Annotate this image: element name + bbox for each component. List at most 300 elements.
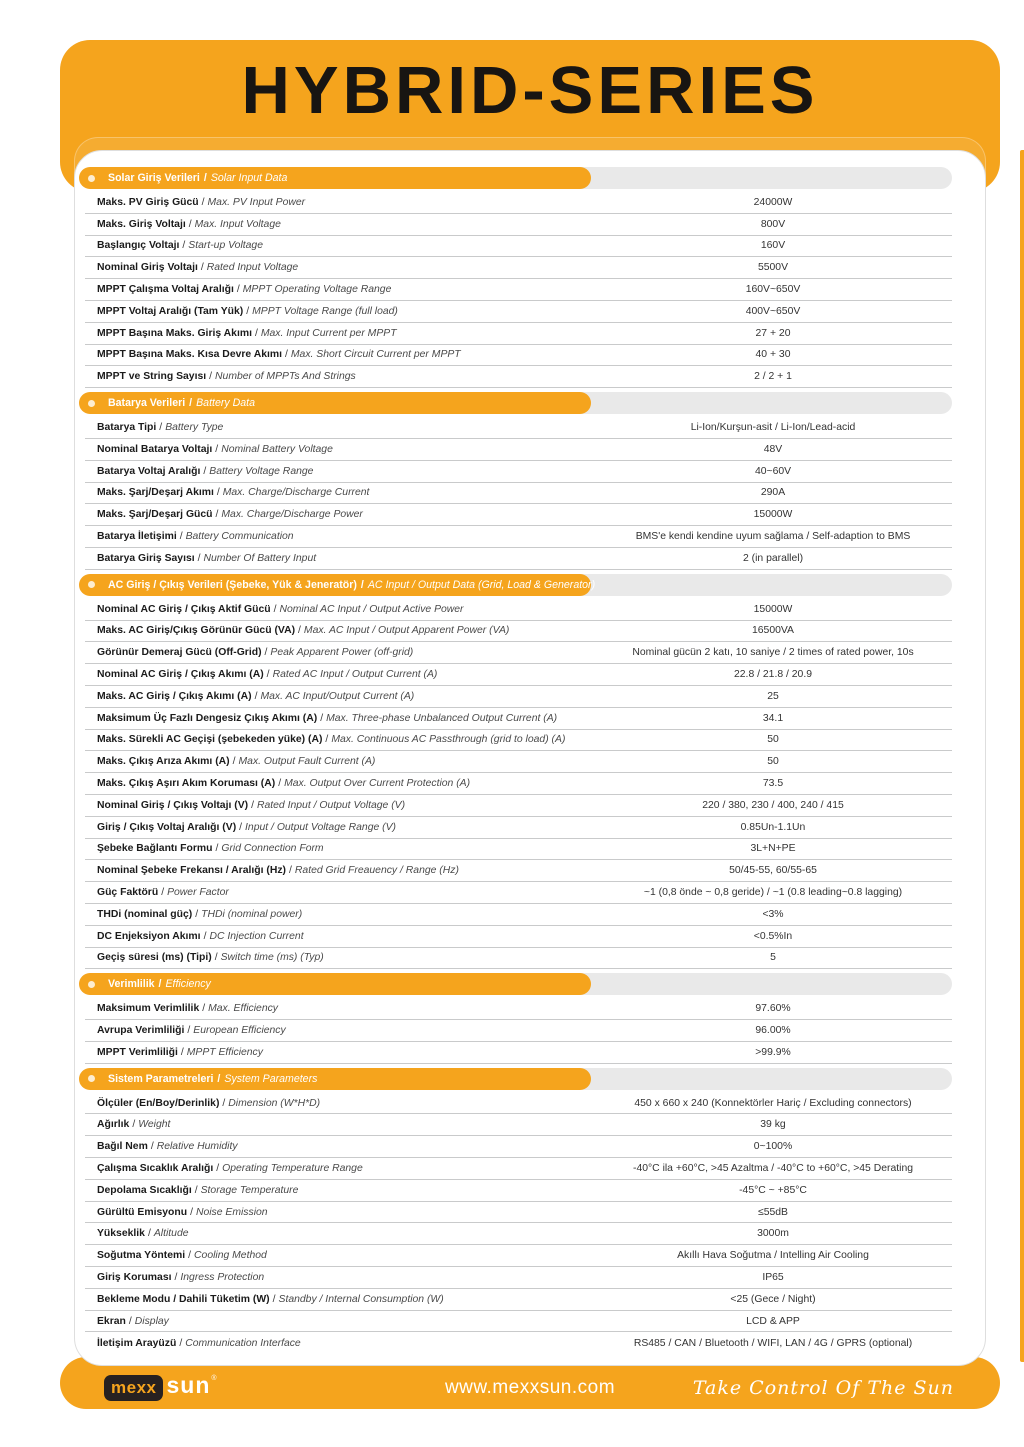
label-separator: /: [197, 552, 201, 564]
spec-section: [75, 167, 985, 388]
label-separator: /: [320, 712, 324, 724]
spec-label: [85, 1119, 594, 1130]
spec-label: [85, 262, 594, 273]
mexxsun-logo: [104, 1371, 217, 1401]
spec-label-tr: Nominal Batarya Voltajı: [97, 443, 213, 455]
section-rows: [75, 1093, 985, 1355]
spec-label: [85, 284, 594, 295]
section-header: [75, 973, 985, 995]
spec-row: [85, 882, 952, 904]
spec-label-en: Noise Emission: [195, 1206, 268, 1218]
label-separator: /: [264, 647, 268, 659]
spec-label: [85, 240, 594, 251]
registered-mark: ®: [211, 1374, 217, 1382]
spec-label: [85, 1025, 594, 1036]
spec-label-en: Max. Three-phase Unbalanced Output Current (A): [326, 712, 558, 724]
spec-label-en: Number Of Battery Input: [203, 552, 317, 564]
label-separator: /: [246, 305, 250, 317]
spec-row: [85, 1114, 952, 1136]
label-separator: /: [266, 669, 270, 681]
spec-label-en: Rated Input / Output Voltage (V): [256, 799, 406, 811]
spec-row: [85, 1158, 952, 1180]
spec-label: [85, 1047, 594, 1058]
spec-label-tr: Soğutma Yöntemi: [97, 1250, 186, 1262]
section-title-pill: [79, 167, 591, 189]
spec-row: [85, 366, 952, 388]
spec-label-en: Storage Temperature: [200, 1184, 299, 1196]
spec-label-tr: Bağıl Nem: [97, 1141, 148, 1153]
spec-value: ~1 (0,8 önde ~ 0,8 geride) / ~1 (0.8 leading~0.8 lagging): [643, 887, 903, 898]
bullet-icon: [88, 175, 95, 182]
spec-value: 400V~650V: [745, 305, 801, 317]
spec-value: ≤55dB: [758, 1206, 788, 1218]
label-separator: /: [272, 1293, 276, 1305]
section-title-pill: [79, 1068, 591, 1090]
spec-label-tr: DC Enjeksiyon Akımı: [97, 930, 201, 942]
spec-label-tr: MPPT ve String Sayısı: [97, 371, 207, 383]
spec-label: [85, 1338, 594, 1349]
spec-value: -40°C ila +60°C, >45 Azaltma / -40°C to +60°C, >45 Derating: [633, 1162, 913, 1174]
spec-value: <0.5%In: [753, 930, 793, 942]
spec-label-en: Cooling Method: [194, 1250, 267, 1262]
spec-label: [85, 328, 594, 339]
label-separator: /: [201, 196, 205, 208]
spec-value: 27 + 20: [755, 327, 791, 339]
spec-label-en: Max. AC Input/Output Current (A): [260, 690, 415, 702]
spec-label-tr: Geçiş süresi (ms) (Tipi): [97, 952, 212, 964]
section-title-en: Solar Input Data: [210, 172, 288, 184]
spec-label-en: Max. Output Over Current Protection (A): [284, 778, 471, 790]
label-separator: /: [203, 465, 207, 477]
label-separator: /: [182, 240, 186, 252]
spec-label: [85, 444, 594, 455]
spec-label-en: Nominal Battery Voltage: [221, 443, 333, 455]
label-separator: /: [285, 349, 288, 361]
spec-label-en: Number of MPPTs And Strings: [215, 371, 356, 383]
spec-value: 73.5: [762, 778, 784, 790]
spec-label: [85, 1272, 594, 1283]
spec-row: [85, 621, 952, 643]
spec-value: 15000W: [753, 509, 793, 521]
spec-label-tr: Başlangıç Voltajı: [97, 240, 180, 252]
spec-label-tr: Nominal Giriş / Çıkış Voltajı (V): [97, 799, 249, 811]
bullet-icon: [88, 400, 95, 407]
spec-label-tr: MPPT Voltaj Aralığı (Tam Yük): [97, 305, 244, 317]
spec-value: 96.00%: [755, 1024, 791, 1036]
spec-value: 34.1: [762, 712, 784, 724]
spec-label: [85, 1228, 594, 1239]
section-title-tr: Batarya Verileri: [108, 397, 186, 410]
spec-label-en: Rated Grid Freauency / Range (Hz): [294, 865, 459, 877]
spec-label-en: Battery Communication: [185, 531, 294, 543]
spec-value: 290A: [760, 487, 786, 499]
spec-row: [85, 483, 952, 505]
title-separator: /: [360, 578, 364, 591]
spec-label: [85, 219, 594, 230]
spec-label-en: DC Injection Current: [209, 930, 304, 942]
spec-label: [85, 1163, 594, 1174]
spec-row: [85, 279, 952, 301]
spec-label: [85, 466, 594, 477]
spec-label-en: Max. Efficiency: [208, 1003, 278, 1015]
spec-label-en: Battery Voltage Range: [209, 465, 314, 477]
spec-label-en: Weight: [138, 1119, 171, 1131]
spec-row: [85, 192, 952, 214]
spec-label-tr: Maks. Sürekli AC Geçişi (şebekeden yüke) (A): [97, 734, 323, 746]
spec-label: [85, 422, 594, 433]
label-separator: /: [298, 625, 301, 637]
label-separator: /: [232, 756, 236, 768]
spec-label-tr: Gürültü Emisyonu: [97, 1206, 188, 1218]
label-separator: /: [150, 1141, 154, 1153]
spec-row: [85, 1223, 952, 1245]
spec-row: [85, 417, 952, 439]
title-separator: /: [203, 172, 207, 184]
spec-label-tr: Maks. AC Giriş / Çıkış Akımı (A): [97, 690, 252, 702]
spec-row: [85, 301, 952, 323]
spec-value: Nominal gücün 2 katı, 10 saniye / 2 times of rated power, 10s: [632, 647, 914, 659]
spec-label-tr: Nominal AC Giriş / Çıkış Aktif Gücü: [97, 603, 271, 615]
spec-row: [85, 1332, 952, 1354]
spec-value: IP65: [762, 1271, 784, 1283]
spec-value: 39 kg: [760, 1119, 786, 1131]
spec-label-en: Max. Continuous AC Passthrough (grid to load) (A): [331, 734, 566, 746]
spec-label-tr: Şebeke Bağlantı Formu: [97, 843, 213, 855]
spec-row: [85, 1267, 952, 1289]
spec-label: [85, 625, 594, 636]
right-edge-accent: [1020, 150, 1024, 1362]
spec-label-tr: Depolama Sıcaklığı: [97, 1184, 192, 1196]
spec-label-tr: Maks. AC Giriş/Çıkış Görünür Gücü (VA): [97, 625, 296, 637]
title-separator: /: [217, 1072, 221, 1085]
spec-row: [85, 686, 952, 708]
section-title-pill: [79, 973, 591, 995]
spec-label: [85, 1185, 594, 1196]
spec-row: [85, 1042, 952, 1064]
spec-value: 2 / 2 + 1: [754, 371, 792, 383]
label-separator: /: [273, 603, 277, 615]
spec-row: [85, 323, 952, 345]
spec-label-en: Peak Apparent Power (off-grid): [270, 647, 414, 659]
label-separator: /: [214, 952, 218, 964]
label-separator: /: [188, 218, 192, 230]
spec-row: [85, 439, 952, 461]
spec-label-tr: MPPT Başına Maks. Giriş Akımı: [97, 327, 252, 339]
spec-label-tr: Maks. Şarj/Deşarj Akımı: [97, 487, 214, 499]
label-separator: /: [194, 1184, 198, 1196]
spec-label-tr: Bekleme Modu / Dahili Tüketim (W): [97, 1293, 270, 1305]
spec-value: 2 (in parallel): [742, 552, 804, 564]
label-separator: /: [128, 1315, 132, 1327]
spec-label: [85, 952, 594, 963]
spec-label-en: THDi (nominal power): [201, 908, 303, 920]
spec-label-en: Max. Short Circuit Current per MPPT: [290, 349, 461, 361]
spec-row: [85, 461, 952, 483]
spec-label-tr: Maks. Giriş Voltajı: [97, 218, 186, 230]
spec-row: [85, 1093, 952, 1115]
label-separator: /: [174, 1271, 178, 1283]
spec-value: 160V~650V: [745, 284, 801, 296]
spec-row: [85, 708, 952, 730]
spec-label: [85, 691, 594, 702]
spec-value: 160V: [760, 240, 786, 252]
label-separator: /: [195, 908, 199, 920]
label-separator: /: [236, 284, 240, 296]
section-title-en: AC Input / Output Data (Grid, Load & Generator): [367, 578, 596, 591]
spec-label-en: Max. AC Input / Output Apparent Power (VA): [303, 625, 510, 637]
section-header: [75, 574, 985, 596]
spec-label-en: Max. Charge/Discharge Power: [221, 509, 363, 521]
spec-value: 0.85Un-1.1Un: [740, 821, 806, 833]
spec-value: 25: [767, 690, 779, 702]
spec-label: [85, 197, 594, 208]
spec-label: [85, 1207, 594, 1218]
label-separator: /: [132, 1119, 136, 1131]
spec-row: [85, 998, 952, 1020]
spec-label-tr: Ölçüler (En/Boy/Derinlik): [97, 1097, 220, 1109]
spec-label: [85, 778, 594, 789]
footer-slogan: Take Control Of The Sun: [692, 1376, 954, 1399]
spec-label: [85, 1316, 594, 1327]
spec-label-en: European Efficiency: [193, 1024, 286, 1036]
spec-label-en: Ingress Protection: [180, 1271, 265, 1283]
label-separator: /: [251, 799, 254, 811]
spec-value: 50/45-55, 60/55-65: [729, 865, 817, 877]
spec-value: <3%: [762, 908, 784, 920]
spec-label-tr: Maks. Çıkış Aşırı Akım Koruması (A): [97, 778, 276, 790]
spec-label: [85, 887, 594, 898]
spec-label: [85, 800, 594, 811]
spec-label-tr: MPPT Çalışma Voltaj Aralığı: [97, 284, 234, 296]
spec-row: [85, 345, 952, 367]
spec-value: 22.8 / 21.8 / 20.9: [734, 669, 812, 681]
label-separator: /: [180, 1046, 184, 1058]
spec-label-en: Rated Input Voltage: [206, 262, 299, 274]
label-separator: /: [187, 1024, 191, 1036]
spec-value: 220 / 380, 230 / 400, 240 / 415: [702, 799, 844, 811]
footer-content: [60, 1366, 1000, 1409]
label-separator: /: [203, 930, 207, 942]
spec-label: [85, 509, 594, 520]
section-title-tr: Sistem Parametreleri: [108, 1072, 214, 1085]
spec-label: [85, 531, 594, 542]
section-rows: [75, 998, 985, 1063]
spec-label-en: Display: [134, 1315, 169, 1327]
label-separator: /: [215, 843, 219, 855]
label-separator: /: [190, 1206, 193, 1218]
spec-label-tr: Yükseklik: [97, 1228, 145, 1240]
spec-row: [85, 817, 952, 839]
spec-row: [85, 236, 952, 258]
spec-label-en: Relative Humidity: [156, 1141, 238, 1153]
spec-label-en: Operating Temperature Range: [222, 1162, 363, 1174]
spec-label: [85, 1003, 594, 1014]
spec-label-tr: Güç Faktörü: [97, 887, 159, 898]
spec-label-tr: Maksimum Üç Fazlı Dengesiz Çıkış Akımı (A): [97, 712, 318, 724]
spec-value: 40 + 30: [755, 349, 791, 361]
spec-row: [85, 504, 952, 526]
spec-row: [85, 730, 952, 752]
label-separator: /: [200, 262, 204, 274]
spec-row: [85, 548, 952, 570]
spec-label: [85, 713, 594, 724]
section-rows: [75, 599, 985, 970]
spec-label-tr: Maks. Çıkış Arıza Akımı (A): [97, 756, 230, 768]
spec-label-en: MPPT Efficiency: [186, 1046, 263, 1058]
spec-label-en: MPPT Operating Voltage Range: [242, 284, 392, 296]
section-header: [75, 1068, 985, 1090]
spec-label-en: Grid Connection Form: [221, 843, 324, 855]
spec-sections: [75, 167, 985, 1354]
spec-row: [85, 1202, 952, 1224]
spec-row: [85, 795, 952, 817]
label-separator: /: [254, 690, 258, 702]
label-separator: /: [222, 1097, 226, 1109]
spec-label-tr: Batarya Tipi: [97, 422, 157, 434]
spec-label: [85, 349, 594, 360]
spec-label-en: Start-up Voltage: [188, 240, 263, 252]
spec-row: [85, 1136, 952, 1158]
spec-row: [85, 1289, 952, 1311]
spec-row: [85, 1245, 952, 1267]
spec-label: [85, 865, 594, 876]
spec-value: Akıllı Hava Soğutma / Intelling Air Cooling: [677, 1250, 869, 1262]
spec-label: [85, 734, 594, 745]
label-separator: /: [161, 887, 165, 898]
spec-value: Li-Ion/Kurşun-asit / Li-Ion/Lead-acid: [690, 422, 856, 434]
spec-row: [85, 1020, 952, 1042]
spec-row: [85, 860, 952, 882]
spec-label-en: MPPT Voltage Range (full load): [252, 305, 398, 317]
spec-label: [85, 371, 594, 382]
spec-label-tr: Ekran: [97, 1315, 126, 1327]
spec-label-tr: Avrupa Verimliliği: [97, 1024, 185, 1036]
spec-label-en: Switch time (ms) (Typ): [220, 952, 324, 964]
spec-row: [85, 1311, 952, 1333]
spec-label-tr: Batarya Voltaj Aralığı: [97, 465, 201, 477]
label-separator: /: [289, 865, 292, 877]
spec-section: [75, 1068, 985, 1355]
section-title-tr: AC Giriş / Çıkış Verileri (Şebeke, Yük & Jeneratör): [108, 578, 357, 591]
spec-label-tr: MPPT Verimliliği: [97, 1046, 178, 1058]
section-title-en: Battery Data: [196, 397, 255, 410]
spec-label-tr: THDi (nominal güç): [97, 908, 193, 920]
spec-value: 24000W: [753, 196, 793, 208]
label-separator: /: [325, 734, 329, 746]
title-separator: /: [189, 397, 193, 410]
section-title-en: Efficiency: [165, 978, 211, 991]
spec-value: <25 (Gece / Night): [730, 1293, 816, 1305]
spec-value: 48V: [763, 443, 783, 455]
label-separator: /: [254, 327, 258, 339]
spec-label: [85, 306, 594, 317]
spec-label-tr: Çalışma Sıcaklık Aralığı: [97, 1162, 214, 1174]
logo-sun-text: sun: [166, 1371, 211, 1398]
spec-label-tr: Nominal Şebeke Frekansı / Aralığı (Hz): [97, 865, 287, 877]
spec-label-en: Max. PV Input Power: [207, 196, 306, 208]
spec-label-tr: Nominal Giriş Voltajı: [97, 262, 198, 274]
spec-row: [85, 1180, 952, 1202]
spec-value: 50: [767, 756, 779, 768]
title-separator: /: [158, 978, 162, 991]
section-title-pill: [79, 574, 596, 596]
spec-value: -45°C ~ +85°C: [739, 1184, 807, 1196]
label-separator: /: [215, 443, 219, 455]
spec-label: [85, 1141, 594, 1152]
spec-label: [85, 1250, 594, 1261]
spec-label-en: Rated AC Input / Output Current (A): [272, 669, 438, 681]
footer-url: www.mexxsun.com: [444, 1376, 616, 1398]
spec-label-tr: Batarya Giriş Sayısı: [97, 552, 195, 564]
spec-label-en: Power Factor: [167, 887, 229, 898]
spec-label-tr: Maks. PV Giriş Gücü: [97, 196, 199, 208]
spec-value: 450 x 660 x 240 (Konnektörler Hariç / Excluding connectors): [634, 1097, 912, 1109]
label-separator: /: [239, 821, 243, 833]
spec-label-tr: Nominal AC Giriş / Çıkış Akımı (A): [97, 669, 264, 681]
spec-label-tr: Giriş Koruması: [97, 1271, 172, 1283]
label-separator: /: [179, 531, 183, 543]
spec-label-tr: Batarya İletişimi: [97, 531, 177, 543]
spec-value: 3000m: [757, 1228, 789, 1240]
spec-value: 3L+N+PE: [750, 843, 796, 855]
spec-value: BMS'e kendi kendine uyum sağlama / Self-adaption to BMS: [635, 531, 911, 543]
spec-row: [85, 526, 952, 548]
spec-label-tr: Giriş / Çıkış Voltaj Aralığı (V): [97, 821, 237, 833]
spec-label-en: Communication Interface: [185, 1337, 301, 1349]
spec-label: [85, 1098, 594, 1109]
spec-label-tr: MPPT Başına Maks. Kısa Devre Akımı: [97, 349, 282, 361]
spec-label-tr: İletişim Arayüzü: [97, 1337, 177, 1349]
spec-value: 5500V: [757, 262, 789, 274]
section-title-en: System Parameters: [224, 1072, 318, 1085]
spec-table-card: [74, 150, 986, 1366]
spec-label-tr: Maksimum Verimlilik: [97, 1003, 200, 1015]
section-header: [75, 392, 985, 414]
spec-label-tr: Ağırlık: [97, 1119, 130, 1131]
label-separator: /: [278, 778, 282, 790]
spec-value: 0~100%: [753, 1141, 793, 1153]
spec-value: >99.9%: [755, 1046, 791, 1058]
spec-label-en: Input / Output Voltage Range (V): [245, 821, 396, 833]
spec-section: [75, 574, 985, 970]
spec-label-en: Nominal AC Input / Output Active Power: [279, 603, 464, 615]
spec-row: [85, 599, 952, 621]
spec-row: [85, 214, 952, 236]
spec-label-tr: Görünür Demeraj Gücü (Off-Grid): [97, 647, 262, 659]
section-rows: [75, 417, 985, 570]
spec-label-en: Battery Type: [165, 422, 224, 434]
spec-label: [85, 1294, 594, 1305]
spec-label: [85, 604, 594, 615]
label-separator: /: [179, 1337, 183, 1349]
spec-value: 16500VA: [752, 625, 794, 637]
spec-row: [85, 257, 952, 279]
spec-value: 800V: [760, 218, 786, 230]
spec-label-tr: Maks. Şarj/Deşarj Gücü: [97, 509, 213, 521]
label-separator: /: [209, 371, 213, 383]
page-title: HYBRID-SERIES: [241, 53, 819, 128]
spec-row: [85, 773, 952, 795]
spec-row: [85, 904, 952, 926]
section-title-pill: [79, 392, 591, 414]
spec-label: [85, 843, 594, 854]
spec-label: [85, 487, 594, 498]
spec-label-en: Max. Input Current per MPPT: [260, 327, 397, 339]
spec-label: [85, 822, 594, 833]
bullet-icon: [88, 581, 95, 588]
label-separator: /: [202, 1003, 206, 1015]
spec-value: 40~60V: [754, 465, 792, 477]
